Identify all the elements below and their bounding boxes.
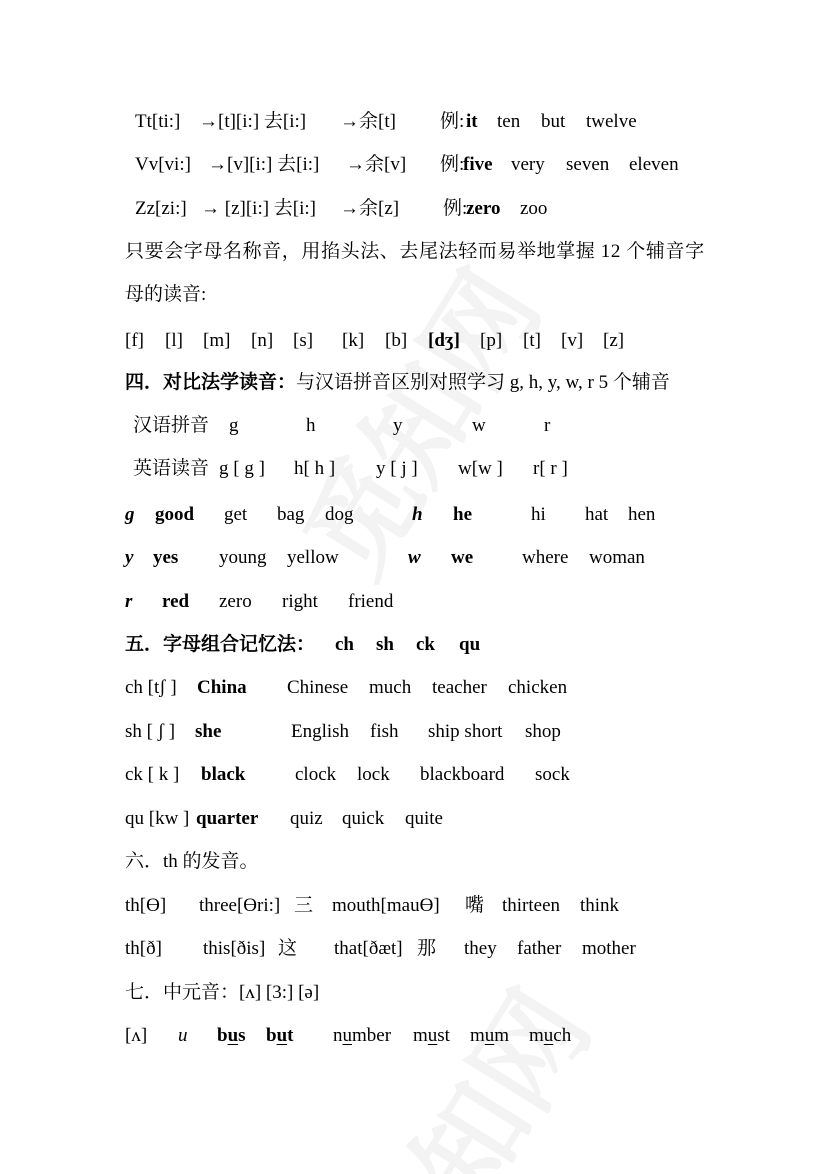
example-word: ten — [497, 111, 521, 132]
th-sound: th[Ɵ] — [125, 895, 167, 916]
consonant-symbol: [z] — [603, 330, 625, 351]
pinyin-letter: w — [472, 415, 486, 436]
chinese-gloss: 那 — [417, 938, 437, 959]
example-word: they — [464, 938, 497, 959]
section-heading: 六．th 的发音。 — [125, 851, 259, 872]
section-heading: 七．中元音：[ʌ] [3:] [ə] — [125, 982, 320, 1003]
combo-sound: ch [tʃ ] — [125, 677, 177, 698]
section-7-heading-row — [0, 981, 830, 1005]
example-word: mother — [582, 938, 636, 959]
example-letter: y — [125, 547, 134, 568]
pinyin-letter: g — [229, 415, 239, 436]
english-sound: g [ g ] — [219, 458, 265, 479]
vowel-sound: [ʌ] — [125, 1025, 148, 1046]
letter-rule-row — [0, 197, 830, 221]
example-word: Chinese — [287, 677, 349, 698]
consonant-list — [0, 329, 830, 353]
word-suffix: s — [238, 1025, 246, 1046]
rule-step-drop-head: → [z][i:] 去[i:] — [201, 198, 317, 219]
summary-paragraph — [0, 240, 830, 264]
chinese-gloss: 三 — [294, 895, 314, 916]
consonant-symbol: [s] — [293, 330, 314, 351]
section-4-line — [125, 371, 670, 395]
example-word: this[ðis] — [203, 938, 266, 959]
underlined-vowel: u — [484, 1025, 495, 1046]
combo-sound: ck [ k ] — [125, 764, 180, 785]
example-word: ship short — [428, 721, 503, 742]
example-word: English — [291, 721, 350, 742]
english-sound-label: 英语读音 — [133, 458, 210, 479]
consonant-symbol: [dʒ] — [428, 330, 460, 351]
consonant-symbol: [l] — [165, 330, 183, 351]
consonant-example-row — [0, 503, 830, 527]
consonant-symbol: [f] — [125, 330, 144, 351]
underlined-vowel: u — [342, 1025, 352, 1046]
english-sound: r[ r ] — [533, 458, 568, 479]
rule-step-drop-head: →[t][i:] 去[i:] — [199, 111, 307, 132]
th-example-row — [0, 937, 830, 961]
word-suffix: ch — [553, 1025, 572, 1046]
letter-combo: ch — [335, 634, 354, 655]
example-word: hi — [531, 504, 546, 525]
th-sound: th[ð] — [125, 938, 162, 959]
word-suffix: mber — [352, 1025, 392, 1046]
english-sound: y [ j ] — [376, 458, 418, 479]
example-word: zoo — [520, 198, 548, 219]
example-letter: r — [125, 591, 133, 612]
example-word: blackboard — [420, 764, 505, 785]
example-key-word: red — [162, 591, 190, 612]
consonant-symbol: [v] — [561, 330, 584, 351]
example-word: right — [282, 591, 318, 612]
letter-combo: qu — [459, 634, 481, 655]
example-word: lock — [357, 764, 390, 785]
underlined-vowel: u — [543, 1025, 554, 1046]
example-word: zero — [219, 591, 252, 612]
rule-step-remainder: →余[v] — [346, 154, 407, 175]
example-word: mouth[mauƟ] — [332, 895, 440, 916]
word-suffix: st — [437, 1025, 450, 1046]
example-word: much — [369, 677, 412, 698]
example-word: father — [517, 938, 562, 959]
combo-example-row — [0, 807, 830, 831]
letter-name-sound: Zz[zi:] — [135, 198, 187, 219]
example-word: hen — [628, 504, 656, 525]
example-label: 例: — [440, 154, 465, 175]
section-5-heading-row — [0, 633, 830, 657]
example-word: teacher — [432, 677, 487, 698]
example-word: quick — [342, 808, 385, 829]
word-prefix: n — [333, 1025, 343, 1046]
consonant-symbol: [k] — [342, 330, 365, 351]
letter-combo: sh — [376, 634, 394, 655]
example-word: clock — [295, 764, 337, 785]
underlined-vowel: u — [427, 1025, 438, 1046]
example-letter: g — [125, 504, 135, 525]
vowel-key-word — [217, 1024, 246, 1048]
consonant-example-row — [0, 590, 830, 614]
word-suffix: m — [494, 1025, 510, 1046]
example-key-word: we — [451, 547, 474, 568]
summary-line: 母的读音: — [125, 284, 207, 305]
consonant-symbol: [n] — [251, 330, 274, 351]
example-word: dog — [325, 504, 354, 525]
example-word: shop — [525, 721, 561, 742]
underlined-vowel: u — [227, 1025, 239, 1046]
example-label: 例: — [443, 198, 468, 219]
example-word: bag — [277, 504, 305, 525]
example-word: think — [580, 895, 620, 916]
word-prefix: m — [529, 1025, 544, 1046]
example-word: that[ðæt] — [334, 938, 403, 959]
example-key-word: black — [201, 764, 246, 785]
pinyin-letter: y — [393, 415, 403, 436]
vowel-example-row — [0, 1024, 830, 1048]
consonant-symbol: [t] — [523, 330, 541, 351]
example-word: eleven — [629, 154, 679, 175]
example-key-word: he — [453, 504, 472, 525]
consonant-example-row — [0, 546, 830, 570]
chinese-gloss: 这 — [278, 938, 298, 959]
th-example-row — [0, 894, 830, 918]
example-word: get — [224, 504, 248, 525]
summary-line: 只要会字母名称音，用掐头法、去尾法轻而易举地掌握 12 个辅音字 — [125, 241, 705, 262]
combo-example-row — [0, 676, 830, 700]
underlined-vowel: u — [276, 1025, 288, 1046]
example-key-word: she — [195, 721, 222, 742]
section-6-heading-row — [0, 850, 830, 874]
pinyin-letter: h — [306, 415, 316, 436]
example-key-word: good — [155, 504, 195, 525]
example-word: very — [511, 154, 545, 175]
example-word: yellow — [287, 547, 339, 568]
example-letter: h — [412, 504, 423, 525]
example-key-word: it — [466, 111, 478, 132]
consonant-symbol: [m] — [203, 330, 231, 351]
combo-sound: qu [kw ] — [125, 808, 190, 829]
combo-example-row — [0, 720, 830, 744]
example-word: sock — [535, 764, 570, 785]
example-word: fish — [370, 721, 399, 742]
example-key-word: yes — [153, 547, 179, 568]
example-letter: w — [408, 547, 421, 568]
letter-rule-row — [0, 110, 830, 134]
example-word: twelve — [586, 111, 637, 132]
vowel-example-word — [529, 1024, 571, 1048]
letter-name-sound: Tt[ti:] — [135, 111, 181, 132]
section-intro: 与汉语拼音区别对照学习 g, h, y, w, r 5 个辅音 — [296, 372, 670, 393]
example-word: young — [219, 547, 267, 568]
example-word: woman — [589, 547, 645, 568]
consonant-symbol: [b] — [385, 330, 408, 351]
vowel-letter: u — [178, 1025, 188, 1046]
example-word: friend — [348, 591, 394, 612]
section-heading: 四．对比法学读音： — [125, 372, 297, 393]
letter-rule-row — [0, 153, 830, 177]
word-suffix: t — [287, 1025, 294, 1046]
section-heading: 五．字母组合记忆法： — [125, 634, 316, 655]
summary-paragraph — [0, 283, 830, 307]
vowel-example-word — [333, 1024, 391, 1048]
example-word: hat — [585, 504, 609, 525]
vowel-key-word — [266, 1024, 293, 1048]
example-word: thirteen — [502, 895, 561, 916]
word-prefix: b — [217, 1025, 228, 1046]
english-sound: w[w ] — [458, 458, 503, 479]
combo-example-row — [0, 763, 830, 787]
pinyin-letter: r — [544, 415, 551, 436]
word-prefix: m — [470, 1025, 485, 1046]
word-prefix: m — [413, 1025, 428, 1046]
example-word: but — [541, 111, 566, 132]
example-key-word: quarter — [196, 808, 259, 829]
english-sound-row — [0, 457, 830, 481]
word-prefix: b — [266, 1025, 277, 1046]
combo-sound: sh [ ʃ ] — [125, 721, 176, 742]
section-4-heading-row — [0, 371, 830, 395]
example-word: where — [522, 547, 569, 568]
vowel-example-word — [413, 1024, 450, 1048]
example-word: chicken — [508, 677, 568, 698]
rule-step-remainder: →余[z] — [340, 198, 400, 219]
pinyin-label: 汉语拼音 — [133, 415, 210, 436]
letter-name-sound: Vv[vi:] — [135, 154, 191, 175]
letter-combo: ck — [416, 634, 435, 655]
example-word: quite — [405, 808, 443, 829]
english-sound: h[ h ] — [294, 458, 336, 479]
example-key-word: China — [197, 677, 247, 698]
rule-step-remainder: →余[t] — [340, 111, 396, 132]
rule-step-drop-head: →[v][i:] 去[i:] — [208, 154, 320, 175]
example-word: seven — [566, 154, 610, 175]
chinese-gloss: 嘴 — [465, 895, 485, 916]
example-key-word: five — [463, 154, 493, 175]
example-key-word: zero — [466, 198, 501, 219]
example-label: 例: — [440, 111, 465, 132]
vowel-example-word — [470, 1024, 509, 1048]
consonant-symbol: [p] — [480, 330, 503, 351]
example-word: quiz — [290, 808, 323, 829]
pinyin-row — [0, 414, 830, 438]
example-word: three[Ɵri:] — [199, 895, 281, 916]
